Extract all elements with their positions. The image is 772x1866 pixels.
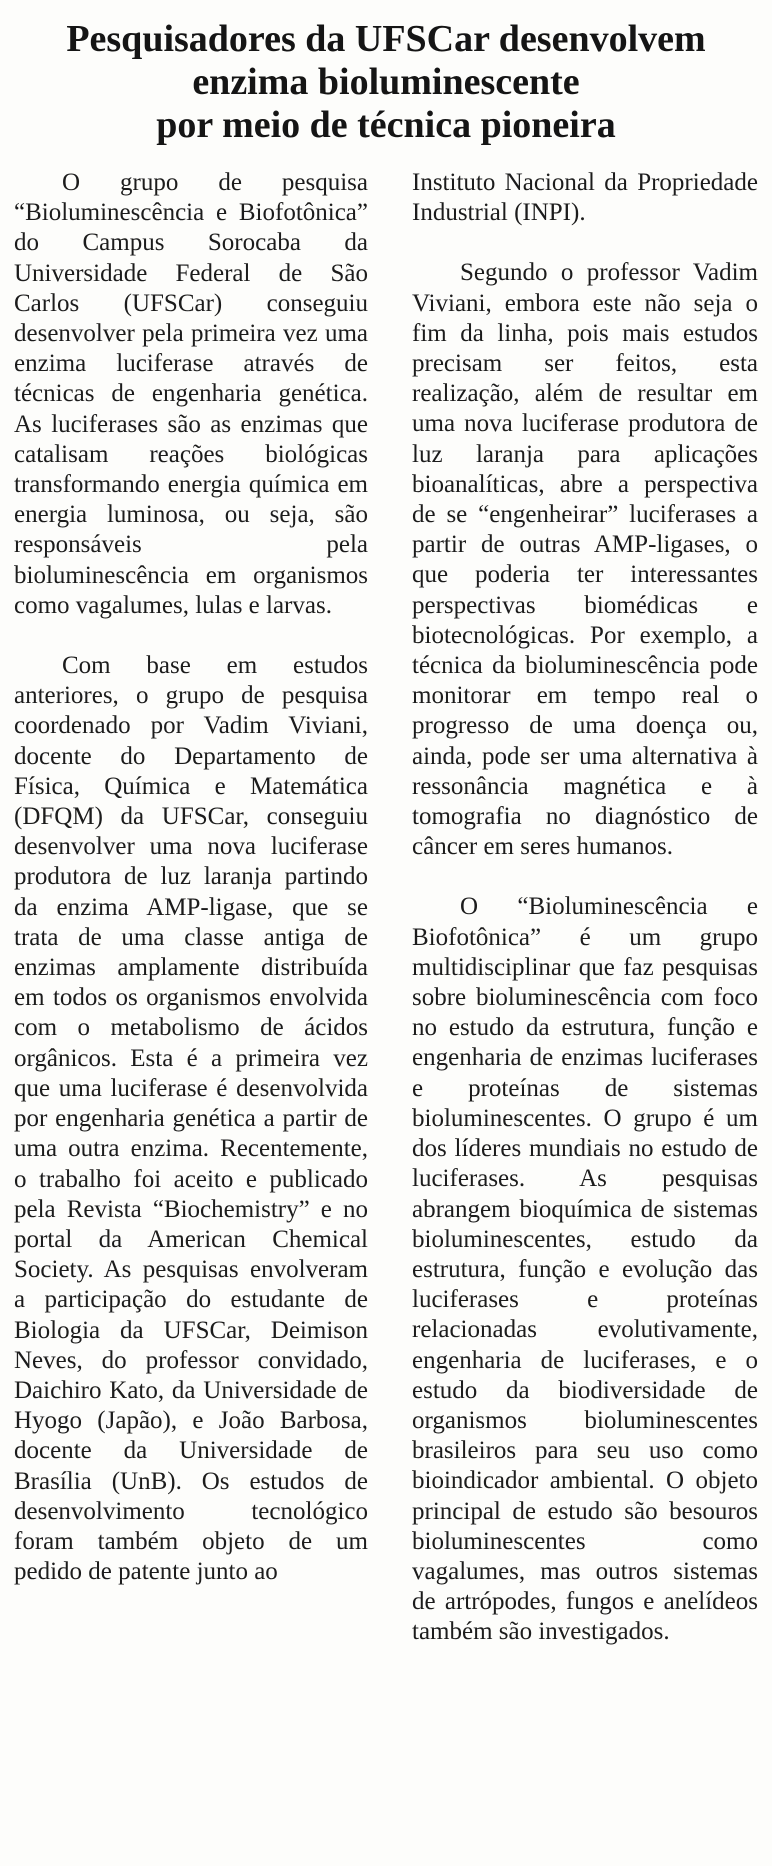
- paragraph-research-details: Com base em estudos anteriores, o grupo de pesquisa coordenado por Vadim Viviani, docente do Departamento de Física, Química e Matemática (DFQM) da UFSCar, conseguiu desenvolver uma nova luciferase produtora de luz laranja partindo da enzima AMP-ligase, que se trata de uma classe antiga de enzimas amplamente distribuída em todos os organismos envolvida com o metabolismo de ácidos orgânicos. Esta é a primeira vez que uma luciferase é desenvolvida por engenharia genética a partir de uma outra enzima. Recentemente, o trabalho foi aceito e publicado pela Revista “Biochemistry” e no portal da American Chemical Society. As pesquisas envolveram a participação do estudante de Biologia da UFSCar, Deimison Neves, do professor convidado, Daichiro Kato, da Universidade de Hyogo (Japão), e João Barbosa, docente da Universidade de Brasília (UnB). Os estudos de desenvolvimento tecnológico foram também objeto de um pedido de patente junto ao: [14, 652, 368, 1586]
- article-column-right: [412, 168, 758, 1648]
- article-headline: [10, 18, 762, 147]
- paragraph-professor-quote: Segundo o professor Vadim Viviani, embora este não seja o fim da linha, pois mais estudos precisam ser feitos, esta realização, além de resultar em uma nova luciferase produtora de luz laranja para aplicações bioanalíticas, abre a perspectiva de se “engenheirar” luciferases a partir de outras AMP-ligases, o que poderia ter interessantes perspectivas biomédicas e biotecnológicas. Por exemplo, a técnica da bioluminescência pode monitorar em tempo real o progresso de uma doença ou, ainda, pode ser uma alternativa à ressonância magnética e à tomografia no diagnóstico de câncer em seres humanos.: [412, 259, 758, 861]
- article-column-left: [14, 168, 368, 1587]
- paragraph-continuation: Instituto Nacional da Propriedade Industrial (INPI).: [412, 169, 758, 227]
- paragraph-group-description: O “Bioluminescência e Biofotônica” é um grupo multidisciplinar que faz pesquisas sobre bioluminescência com foco no estudo da estrutura, função e engenharia de enzimas luciferases e proteínas de sistemas bioluminescentes. O grupo é um dos líderes mundiais no estudo de luciferases. As pesquisas abrangem bioquímica de sistemas bioluminescentes, estudo da estrutura, função e evolução das luciferases e proteínas relacionadas evolutivamente, engenharia de luciferases, e o estudo da biodiversidade de organismos bioluminescentes brasileiros para seu uso como bioindicador ambiental. O objeto principal de estudo são besouros bioluminescentes como vagalumes, mas outros sistemas de artrópodes, fungos e anelídeos também são investigados.: [412, 893, 758, 1646]
- paragraph-intro: O grupo de pesquisa “Bioluminescência e Biofotônica” do Campus Sorocaba da Universidade Federal de São Carlos (UFSCar) conseguiu desenvolver pela primeira vez uma enzima luciferase através de técnicas de engenharia genética. As luciferases são as enzimas que catalisam reações biológicas transformando energia química em energia luminosa, ou seja, são responsáveis pela bioluminescência em organismos como vagalumes, lulas e larvas.: [14, 169, 368, 619]
- headline-line-3: por meio de técnica pioneira: [156, 104, 616, 146]
- headline-line-1: Pesquisadores da UFSCar desenvolvem: [66, 18, 706, 60]
- headline-line-2: enzima bioluminescente: [192, 61, 580, 103]
